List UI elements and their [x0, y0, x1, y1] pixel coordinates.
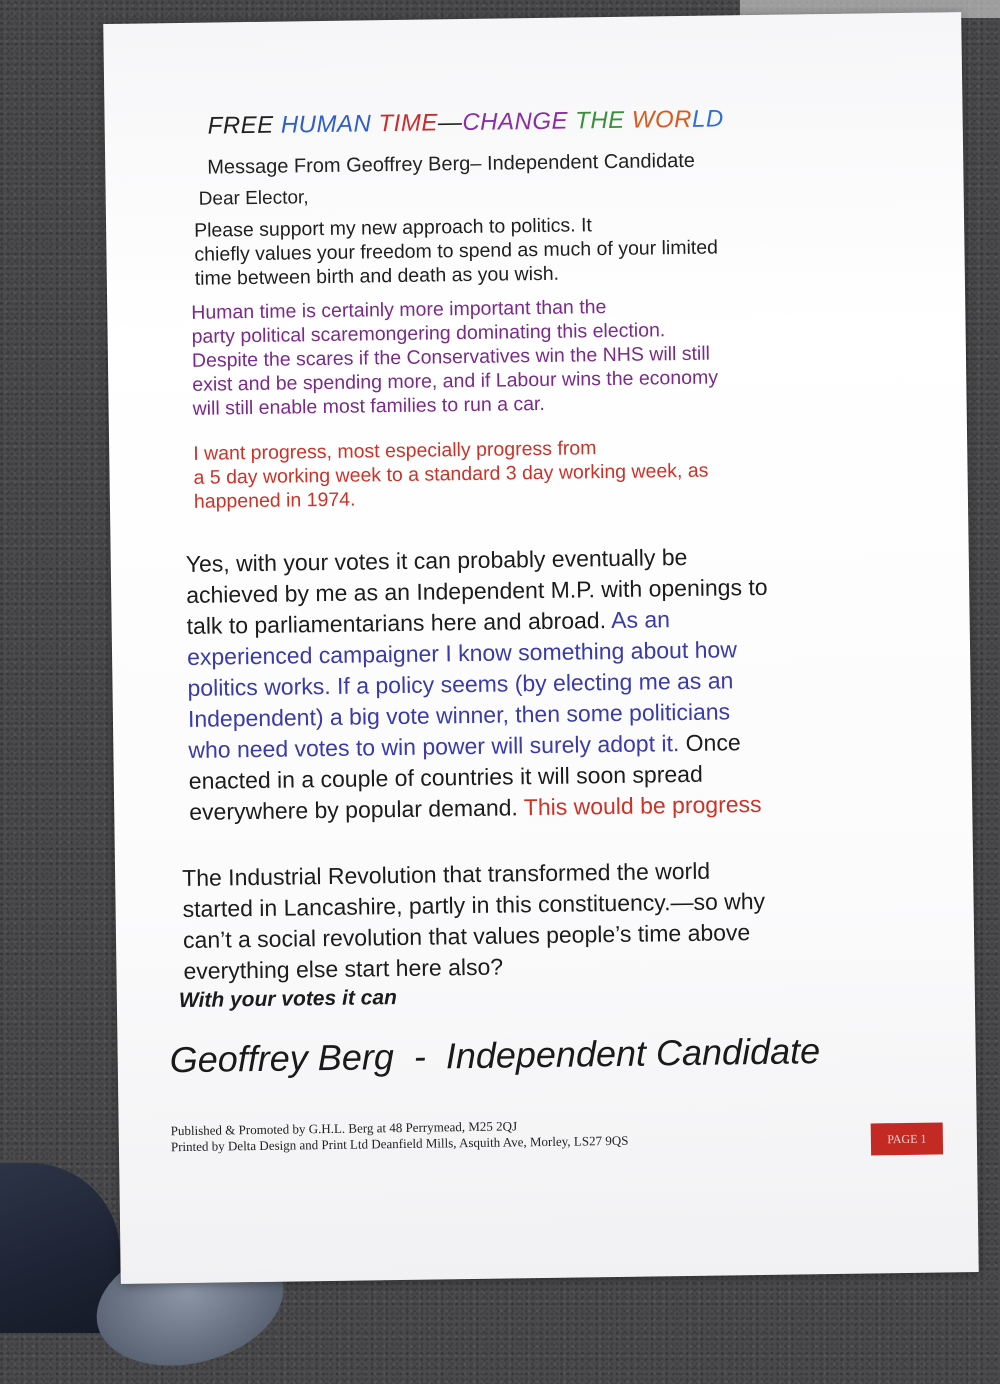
headline-word: THE [575, 106, 633, 135]
paragraph-human-time: Human time is certainly more important than the party political scaremongering dominating this election. Despite the scares if the Conservatives win the NHS will still exist and be spending more, and if Labour wins the economy will still enable most families to run a car. [191, 296, 719, 420]
closing-line: With your votes it can [178, 986, 398, 1013]
headline-word: CHANGE [462, 107, 576, 137]
headline-word: TIME [378, 109, 439, 138]
imprint [171, 1117, 629, 1155]
paragraph-independent-mp [186, 539, 910, 828]
message-from-line: Message From Geoffrey Berg– Independent Candidate [207, 149, 696, 179]
paragraph-segment: Once enacted in a couple of countries it will soon spread everywhere by popular demand. [188, 729, 741, 825]
salutation: Dear Elector, [198, 187, 309, 210]
headline-word: LD [691, 105, 724, 133]
headline [207, 105, 723, 140]
paragraph-segment-highlight: As an experienced campaigner I know something about how politics works. If a policy seems (by electing me as an Independent) a big vote winner, then some politicians who need votes to win power will surely adopt it. [186, 606, 737, 763]
paragraph-progress: I want progress, most especially progress from a 5 day working week to a standard 3 day working week, as happened in 1974. [193, 437, 709, 513]
paragraph-segment-emphasis: This would be progress [523, 790, 762, 821]
headline-word: FREE [207, 111, 282, 140]
paragraph-industrial-revolution: The Industrial Revolution that transformed the world started in Lancashire, partly in this constituency.—so why can’t a social revolution that values people’s time above everything else start here also? [181, 857, 766, 985]
headline-word: — [437, 109, 463, 137]
page-number-badge: PAGE 1 [871, 1122, 943, 1155]
imprint-printed: Printed by Delta Design and Print Ltd Deanfield Mills, Asquith Ave, Morley, LS27 9QS [170, 1132, 629, 1155]
paragraph-segment: Yes, with your votes it can probably eventually be achieved by me as an Independent M.P. with openings to talk to parliamentarians here and abroad. [185, 543, 768, 639]
paragraph-approach: Please support my new approach to politics. It chiefly values your freedom to spend as much of your limited time between birth and death as you wish. [193, 214, 719, 290]
candidate-signature: Geoffrey Berg - Independent Candidate [169, 1030, 821, 1081]
headline-word: HUMAN [280, 110, 379, 139]
headline-word: WOR [631, 105, 693, 134]
imprint-published: Published & Promoted by G.H.L. Berg at 48 Perrymead, M25 2QJ [170, 1118, 518, 1139]
leaflet-page [103, 12, 979, 1284]
